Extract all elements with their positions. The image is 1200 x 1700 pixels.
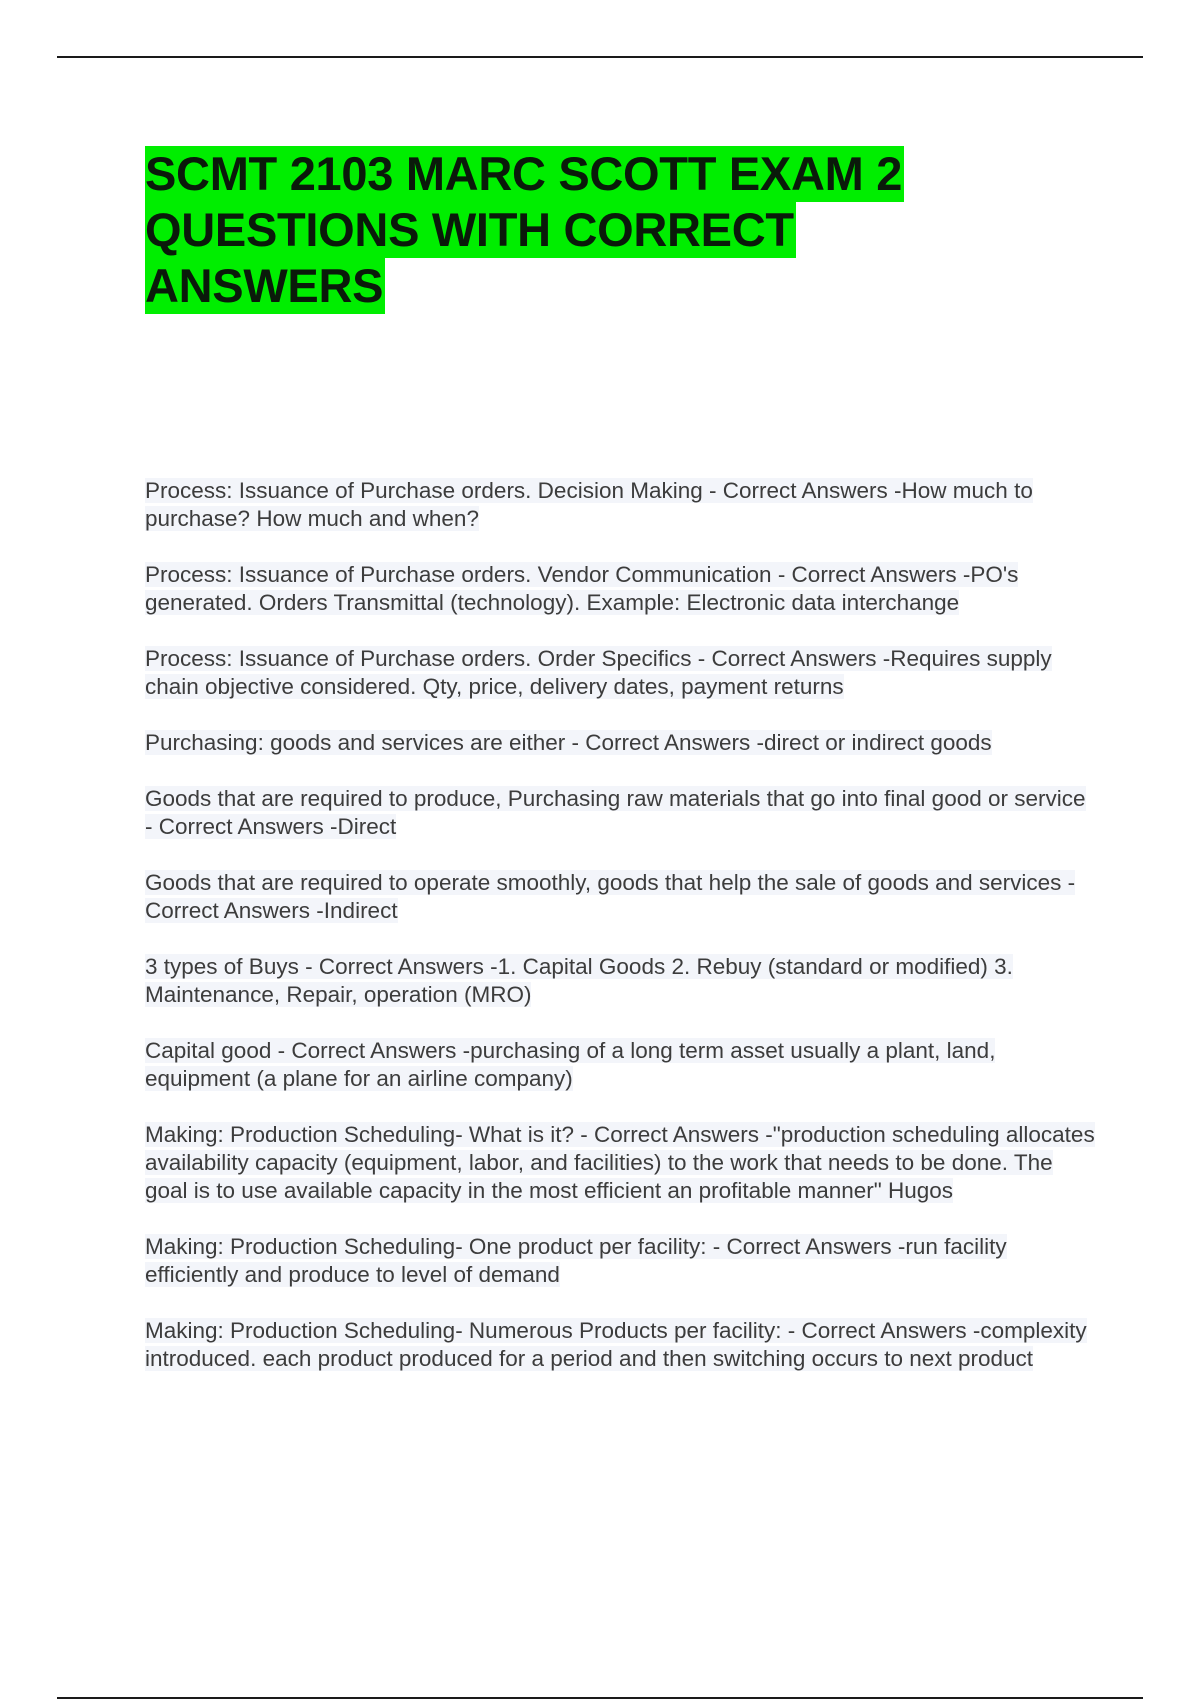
qa-item-6 [145,869,1095,925]
title-line-3: ANSWERS [145,259,384,312]
qa-item-5 [145,785,1095,841]
title-line-1: SCMT 2103 MARC SCOTT EXAM 2 [145,147,903,200]
qa-item-text: Process: Issuance of Purchase orders. Order Specifics - Correct Answers -Requires supply chain objective considered. Qty, price, delivery dates, payment returns [145,646,1052,699]
qa-item-text: Making: Production Scheduling- What is it? - Correct Answers -"production scheduling allocates availability capacity (equipment, labor, and facilities) to the work that needs to be done. The goal is to use available capacity in the most efficient an profitable manner" Hugos [145,1122,1095,1203]
qa-item-8 [145,1037,1095,1093]
qa-item-text: Purchasing: goods and services are either - Correct Answers -direct or indirect goods [145,730,992,755]
qa-item-text: Goods that are required to produce, Purchasing raw materials that go into final good or service - Correct Answers -Direct [145,786,1086,839]
qa-item-text: Process: Issuance of Purchase orders. Vendor Communication - Correct Answers -PO's generated. Orders Transmittal (technology). Example: Electronic data interchange [145,562,1019,615]
qa-item-text: Making: Production Scheduling- Numerous Products per facility: - Correct Answers -complexity introduced. each product produced for a period and then switching occurs to next product [145,1318,1087,1371]
qa-item-text: Making: Production Scheduling- One product per facility: - Correct Answers -run facility efficiently and produce to level of demand [145,1234,1007,1287]
top-rule [57,56,1143,58]
qa-item-text: 3 types of Buys - Correct Answers -1. Capital Goods 2. Rebuy (standard or modified) 3. Maintenance, Repair, operation (MRO) [145,954,1013,1007]
qa-item-11 [145,1317,1095,1373]
qa-item-9 [145,1121,1095,1205]
qa-list [145,477,1095,1401]
qa-item-10 [145,1233,1095,1289]
document-title [145,146,975,314]
title-line-2: QUESTIONS WITH CORRECT [145,203,794,256]
qa-item-text: Goods that are required to operate smoothly, goods that help the sale of goods and services - Correct Answers -Indirect [145,870,1076,923]
qa-item-4 [145,729,1095,757]
qa-item-1 [145,477,1095,533]
bottom-rule [57,1697,1143,1699]
qa-item-3 [145,645,1095,701]
qa-item-2 [145,561,1095,617]
qa-item-text: Capital good - Correct Answers -purchasing of a long term asset usually a plant, land, equipment (a plane for an airline company) [145,1038,996,1091]
qa-item-7 [145,953,1095,1009]
qa-item-text: Process: Issuance of Purchase orders. Decision Making - Correct Answers -How much to purchase? How much and when? [145,478,1033,531]
